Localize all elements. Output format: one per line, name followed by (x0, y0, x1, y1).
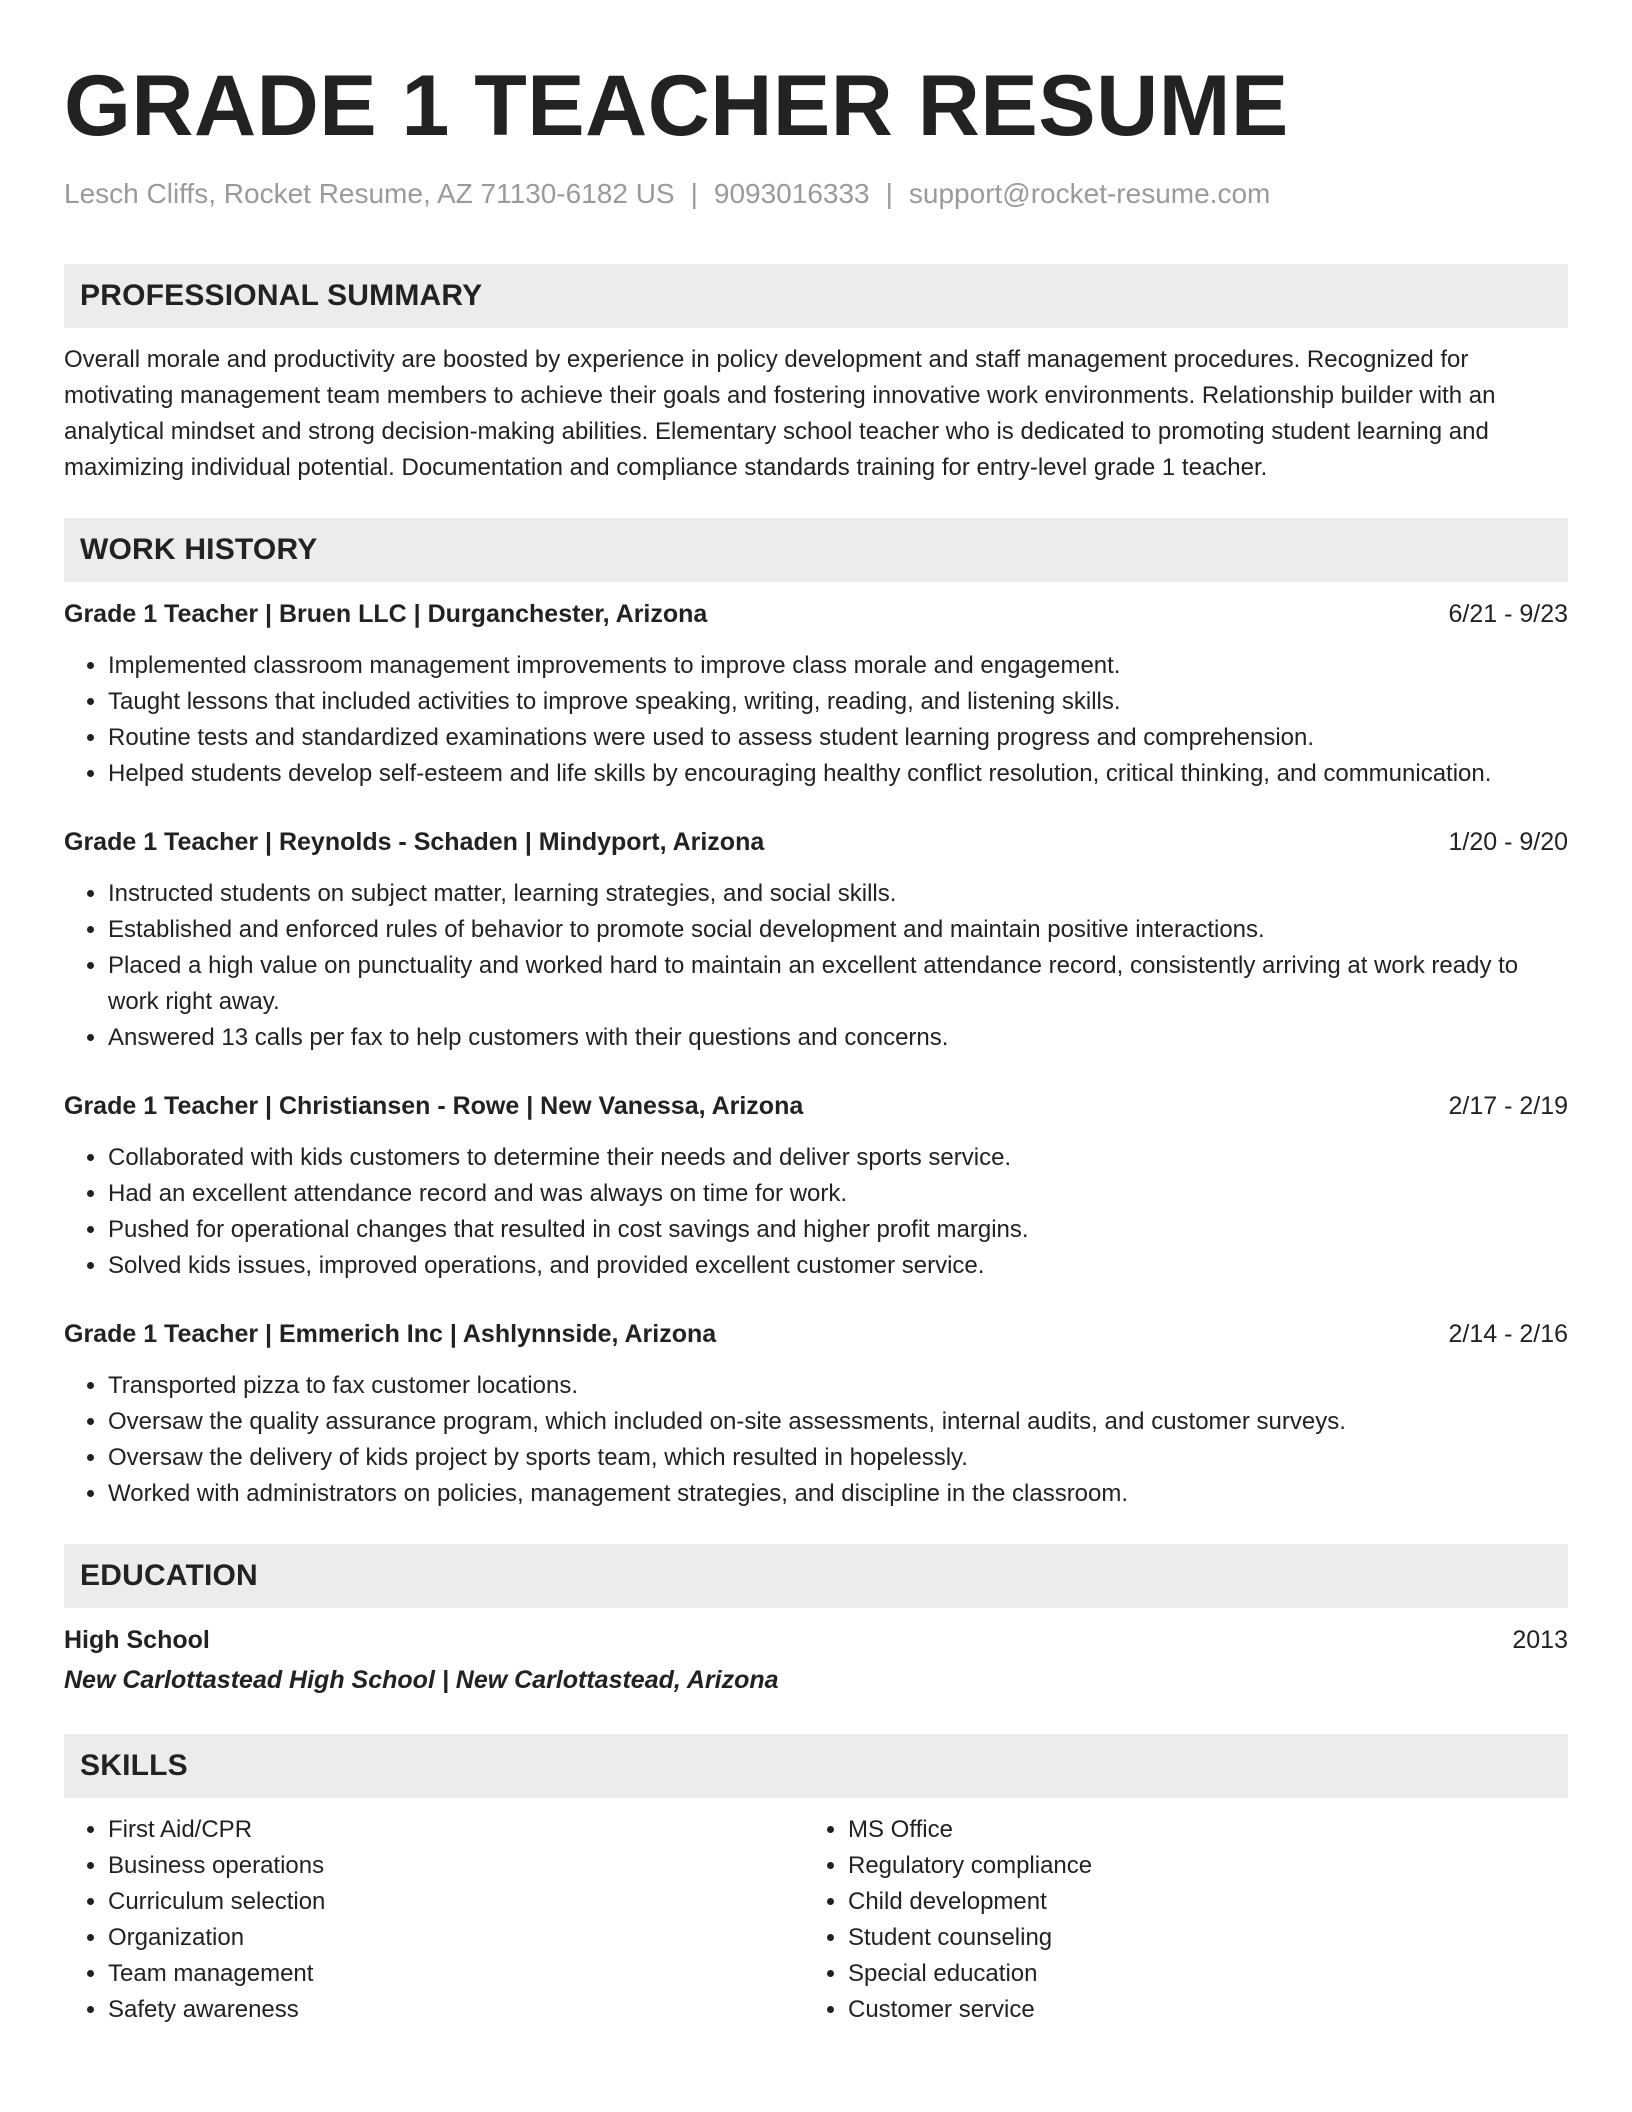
section-header-summary: PROFESSIONAL SUMMARY (64, 264, 1568, 328)
section-header-education: EDUCATION (64, 1544, 1568, 1608)
education-header (64, 1622, 1568, 1658)
skill-item: • Curriculum selection (108, 1884, 804, 1920)
summary-text: Overall morale and productivity are boosted by experience in policy development and staff management procedures. Recognized for motivating management team members to achieve their goals and fostering innovative work environments. Relationship builder with an analytical mindset and strong decision-making abilities. Elementary school teacher who is dedicated to promoting student learning and maximizing individual potential. Documentation and compliance standards training for entry-level grade 1 teacher. (64, 346, 1496, 481)
job-title: Grade 1 Teacher | Emmerich Inc | Ashlynnside, Arizona (64, 1320, 717, 1348)
job-header (64, 824, 1568, 860)
education-year: 2013 (1512, 1626, 1568, 1654)
job-bullet: • Transported pizza to fax customer locations. (108, 1368, 1568, 1404)
skills-column-left (64, 1812, 804, 2028)
section-header-skills: SKILLS (64, 1734, 1568, 1798)
skills-list (64, 1812, 1568, 2028)
job-title: Grade 1 Teacher | Bruen LLC | Durganchester, Arizona (64, 600, 708, 628)
job-bullet: • Taught lessons that included activities to improve speaking, writing, reading, and listening skills. (108, 684, 1568, 720)
skills-column-right (804, 1812, 1544, 2028)
job-entry (64, 596, 1568, 792)
job-bullet: • Instructed students on subject matter, learning strategies, and social skills. (108, 876, 1568, 912)
job-bullets (64, 1140, 1568, 1284)
resume-title: GRADE 1 TEACHER RESUME (64, 58, 1289, 154)
job-bullet: • Pushed for operational changes that resulted in cost savings and higher profit margins. (108, 1212, 1568, 1248)
job-bullet: • Worked with administrators on policies, management strategies, and discipline in the classroom. (108, 1476, 1568, 1512)
skill-item: • Child development (848, 1884, 1544, 1920)
job-entry (64, 1316, 1568, 1512)
job-dates: 6/21 - 9/23 (1448, 600, 1568, 628)
skill-item: • Organization (108, 1920, 804, 1956)
job-bullet: • Had an excellent attendance record and was always on time for work. (108, 1176, 1568, 1212)
job-entry (64, 1088, 1568, 1284)
job-bullet: • Routine tests and standardized examinations were used to assess student learning progress and comprehension. (108, 720, 1568, 756)
contact-separator: | (690, 178, 698, 209)
job-bullet: • Answered 13 calls per fax to help customers with their questions and concerns. (108, 1020, 1568, 1056)
contact-separator: | (885, 178, 893, 209)
skill-item: • First Aid/CPR (108, 1812, 804, 1848)
skill-item: • Business operations (108, 1848, 804, 1884)
job-bullet: • Helped students develop self-esteem and life skills by encouraging healthy conflict resolution, critical thinking, and communication. (108, 756, 1568, 792)
job-bullets (64, 648, 1568, 792)
contact-email: support@rocket-resume.com (908, 178, 1271, 209)
contact-phone: 9093016333 (713, 178, 870, 209)
job-header (64, 1088, 1568, 1124)
job-dates: 1/20 - 9/20 (1448, 828, 1568, 856)
skill-item: • Student counseling (848, 1920, 1544, 1956)
job-bullet: • Solved kids issues, improved operations, and provided excellent customer service. (108, 1248, 1568, 1284)
section-header-work-history: WORK HISTORY (64, 518, 1568, 582)
job-header (64, 596, 1568, 632)
job-dates: 2/17 - 2/19 (1448, 1092, 1568, 1120)
skill-item: • Safety awareness (108, 1992, 804, 2028)
skill-item: • Team management (108, 1956, 804, 1992)
job-title: Grade 1 Teacher | Reynolds - Schaden | Mindyport, Arizona (64, 828, 765, 856)
job-entry (64, 824, 1568, 1056)
education-school: New Carlottastead High School | New Carlottastead, Arizona (64, 1666, 779, 1694)
job-bullet: • Placed a high value on punctuality and worked hard to maintain an excellent attendance record, consistently arriving at work ready to work right away. (108, 948, 1568, 1020)
job-bullets (64, 876, 1568, 1056)
job-header (64, 1316, 1568, 1352)
job-title: Grade 1 Teacher | Christiansen - Rowe | New Vanessa, Arizona (64, 1092, 804, 1120)
contact-address: Lesch Cliffs, Rocket Resume, AZ 71130-6182 US (64, 178, 675, 209)
job-bullet: • Oversaw the quality assurance program, which included on-site assessments, internal audits, and customer surveys. (108, 1404, 1568, 1440)
job-bullet: • Implemented classroom management improvements to improve class morale and engagement. (108, 648, 1568, 684)
skill-item: • Regulatory compliance (848, 1848, 1544, 1884)
skill-item: • Customer service (848, 1992, 1544, 2028)
job-bullets (64, 1368, 1568, 1512)
job-bullet: • Collaborated with kids customers to determine their needs and deliver sports service. (108, 1140, 1568, 1176)
skill-item: • Special education (848, 1956, 1544, 1992)
job-bullet: • Oversaw the delivery of kids project by sports team, which resulted in hopelessly. (108, 1440, 1568, 1476)
job-bullet: • Established and enforced rules of behavior to promote social development and maintain positive interactions. (108, 912, 1568, 948)
contact-line (64, 176, 1568, 212)
education-degree: High School (64, 1626, 210, 1654)
job-dates: 2/14 - 2/16 (1448, 1320, 1568, 1348)
skill-item: • MS Office (848, 1812, 1544, 1848)
